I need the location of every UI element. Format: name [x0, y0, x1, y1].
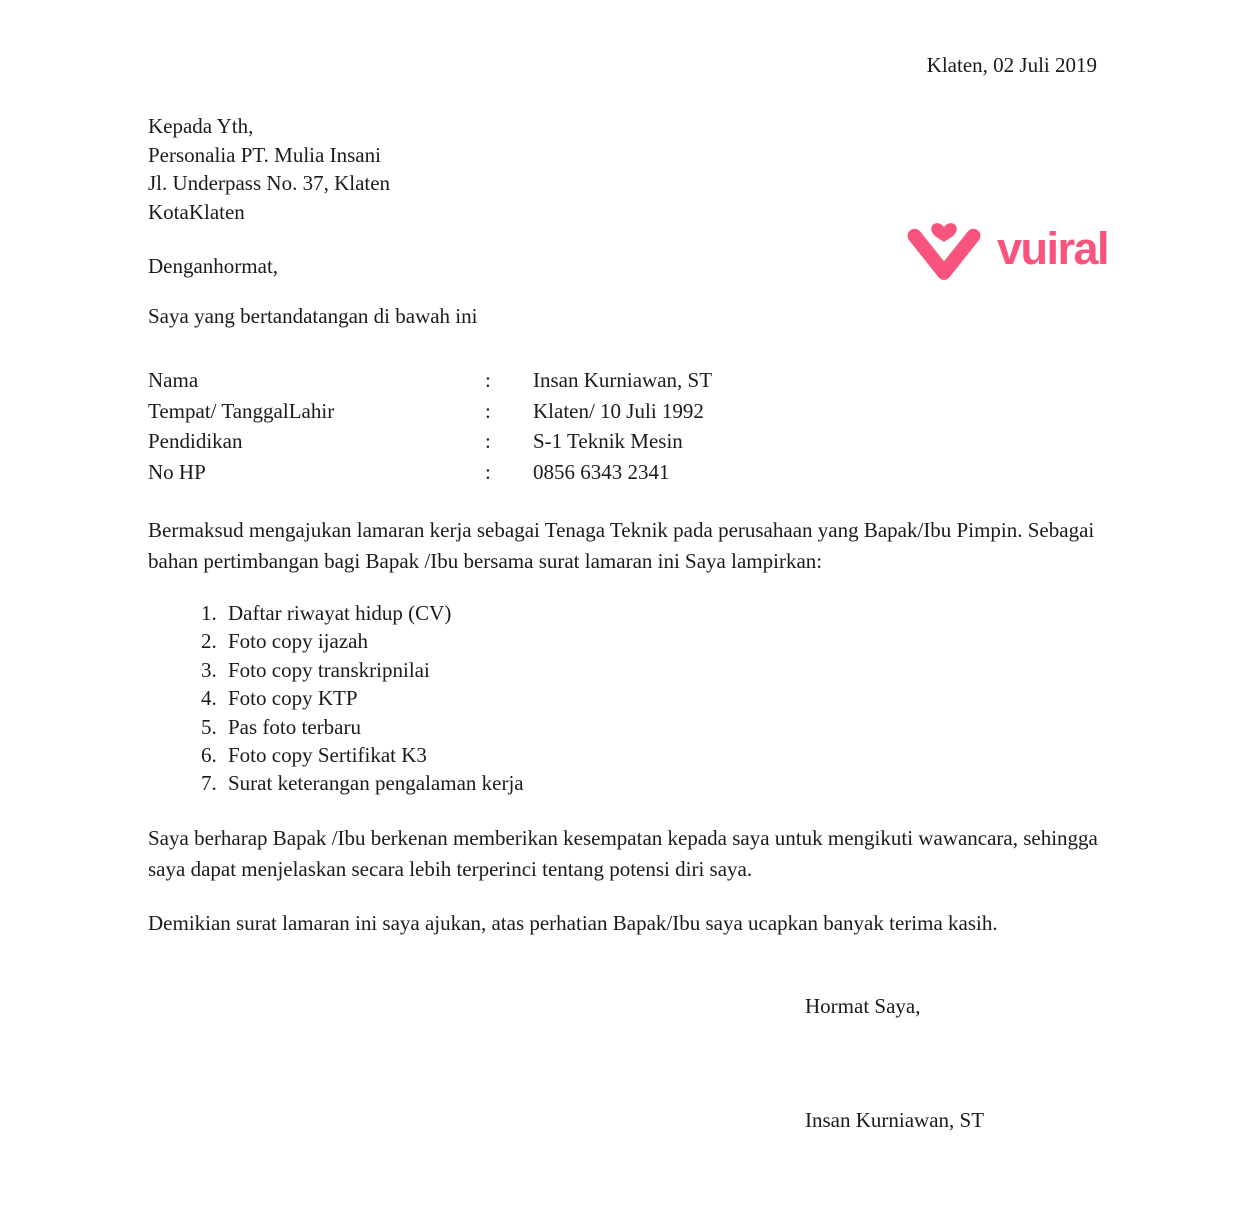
- recipient-city: KotaKlaten: [148, 199, 245, 224]
- identity-label: No HP: [148, 459, 206, 484]
- closing-paragraph: Demikian surat lamaran ini saya ajukan, atas perhatian Bapak/Ibu saya ucapkan banyak terima kasih.: [148, 911, 998, 935]
- attachment-item: 4. Foto copy KTP: [222, 684, 524, 712]
- recipient-company: Personalia PT. Mulia Insani: [148, 142, 381, 167]
- hope-paragraph: Saya berharap Bapak /Ibu berkenan memberikan kesempatan kepada saya untuk mengikuti wawancara, sehingga saya dapat menjelaskan secara lebih terperinci tentang potensi diri saya.: [148, 826, 1098, 881]
- signature-name: Insan Kurniawan, ST: [805, 1108, 985, 1132]
- heart-v-icon: [903, 216, 985, 286]
- identity-row-pendidikan: [148, 426, 1100, 457]
- vuiral-wordmark: vuiral: [997, 222, 1109, 274]
- identity-colon: :: [485, 429, 491, 453]
- salutation: Denganhormat,: [148, 254, 279, 278]
- identity-row-ttl: [148, 396, 1100, 427]
- attachment-item: 1. Daftar riwayat hidup (CV): [222, 599, 524, 627]
- identity-table: [148, 365, 1100, 487]
- identity-row-nama: [148, 365, 1100, 396]
- identity-value: S-1 Teknik Mesin: [533, 429, 683, 453]
- attachment-item: 3. Foto copy transkripnilai: [222, 656, 524, 684]
- attachment-item: 7. Surat keterangan pengalaman kerja: [222, 769, 524, 797]
- attachments-list: [148, 599, 524, 798]
- signoff: Hormat Saya,: [805, 994, 921, 1018]
- letter-date: Klaten, 02 Juli 2019: [926, 53, 1097, 77]
- identity-colon: :: [485, 459, 491, 484]
- intro-line: Saya yang bertandatangan di bawah ini: [148, 304, 478, 328]
- body-paragraph: Bermaksud mengajukan lamaran kerja sebagai Tenaga Teknik pada perusahaan yang Bapak/Ibu Pimpin. Sebagai bahan pertimbangan bagi Bapak /Ibu bersama surat lamaran ini Saya lampirkan:: [148, 518, 1095, 573]
- attachment-item: 2. Foto copy ijazah: [222, 627, 524, 655]
- identity-label: Tempat/ TanggalLahir: [148, 398, 335, 423]
- attachment-item: 6. Foto copy Sertifikat K3: [222, 741, 524, 769]
- identity-value: Klaten/ 10 Juli 1992: [533, 398, 704, 423]
- identity-colon: :: [485, 398, 491, 423]
- vuiral-logo: [903, 216, 1108, 286]
- identity-label: Pendidikan: [148, 429, 243, 453]
- identity-value: 0856 6343 2341: [533, 459, 670, 484]
- identity-value: Insan Kurniawan, ST: [533, 368, 713, 392]
- identity-row-nohp: [148, 457, 1100, 488]
- recipient-block: [148, 112, 390, 226]
- recipient-salutation-line: Kepada Yth,: [148, 114, 254, 138]
- recipient-street: Jl. Underpass No. 37, Klaten: [148, 171, 391, 195]
- identity-colon: :: [485, 368, 491, 392]
- attachment-item: 5. Pas foto terbaru: [222, 713, 524, 741]
- identity-label: Nama: [148, 368, 199, 392]
